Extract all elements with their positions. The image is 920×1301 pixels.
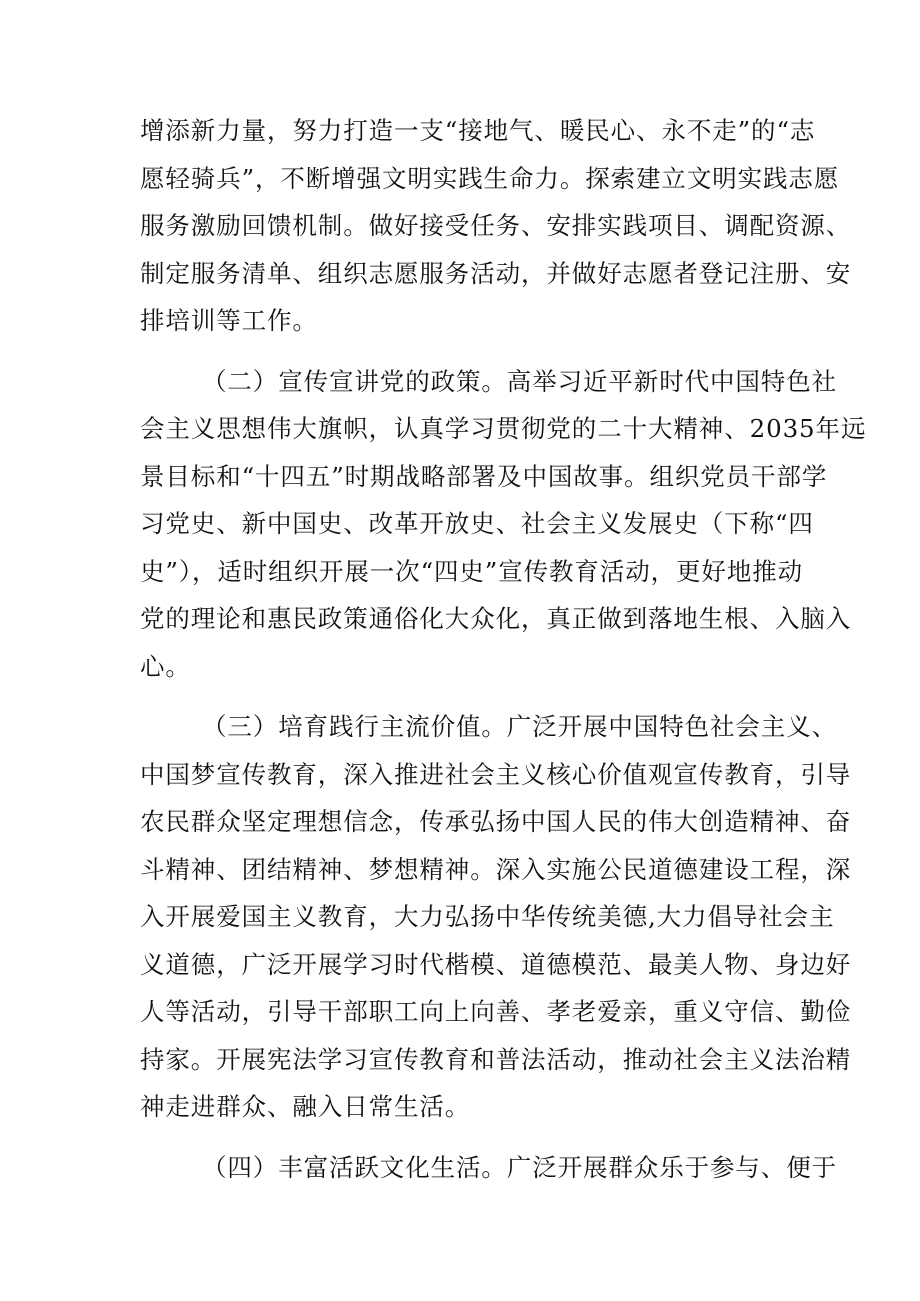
text-line: 会主义思想伟大旗帜，认真学习贯彻党的二十大精神、2035年远 [140, 414, 867, 443]
document-body [140, 107, 867, 1191]
text-line: 增添新力量，努力打造一支“接地气、暖民心、永不走”的“志 [140, 116, 816, 145]
section-heading-line: （二）宣传宣讲党的政策。高举习近平新时代中国特色社 [202, 366, 837, 396]
text-line: 义道德，广泛开展学习时代楷模、道德模范、最美人物、身边好 [140, 949, 852, 979]
text-line: 排培训等工作。 [140, 306, 318, 335]
text-line: 习党史、新中国史、改革开放史、社会主义发展史（下称“四 [140, 509, 814, 538]
paragraph-section-4 [140, 1144, 837, 1192]
section-heading-line: （三）培育践行主流价值。广泛开展中国特色社会主义、 [202, 712, 837, 741]
paragraph-section-2 [140, 358, 867, 691]
text-line: 神走进群众、融入日常生活。 [140, 1092, 471, 1121]
text-line: 制定服务清单、组织志愿服务活动，并做好志愿者登记注册、安 [140, 258, 852, 288]
paragraph-continuation [140, 107, 852, 345]
paragraph-gap [140, 345, 790, 358]
text-line: 服务激励回馈机制。做好接受任务、安排实践项目、调配资源、 [140, 211, 852, 240]
text-line: 党的理论和惠民政策通俗化大众化，真正做到落地生根、入脑入 [140, 604, 852, 633]
text-line: 持家。开展宪法学习宣传教育和普法活动，推动社会主义法治精 [140, 1044, 852, 1074]
paragraph-gap [140, 690, 790, 703]
text-line: 斗精神、团结精神、梦想精神。深入实施公民道德建设工程，深 [140, 854, 852, 884]
text-line: 景目标和“十四五”时期战略部署及中国故事。组织党员干部学 [140, 461, 828, 491]
text-line: 入开展爱国主义教育，大力弘扬中华传统美德,大力倡导社会主 [140, 902, 835, 931]
text-line: 中国梦宣传教育，深入推进社会主义核心价值观宣传教育，引导 [140, 759, 852, 789]
text-line: 史”），适时组织开展一次“四史”宣传教育活动，更好地推动 [140, 556, 804, 586]
text-line: 心。 [140, 651, 191, 681]
section-heading-line: （四）丰富活跃文化生活。广泛开展群众乐于参与、便于 [202, 1152, 837, 1182]
paragraph-gap [140, 1131, 790, 1144]
text-line: 农民群众坚定理想信念，传承弘扬中国人民的伟大创造精神、奋 [140, 807, 852, 836]
text-line: 人等活动，引导干部职工向上向善、孝老爱亲，重义守信、勤俭 [140, 997, 852, 1026]
paragraph-section-3 [140, 703, 852, 1131]
text-line: 愿轻骑兵”，不断增强文明实践生命力。探索建立文明实践志愿 [140, 163, 840, 193]
